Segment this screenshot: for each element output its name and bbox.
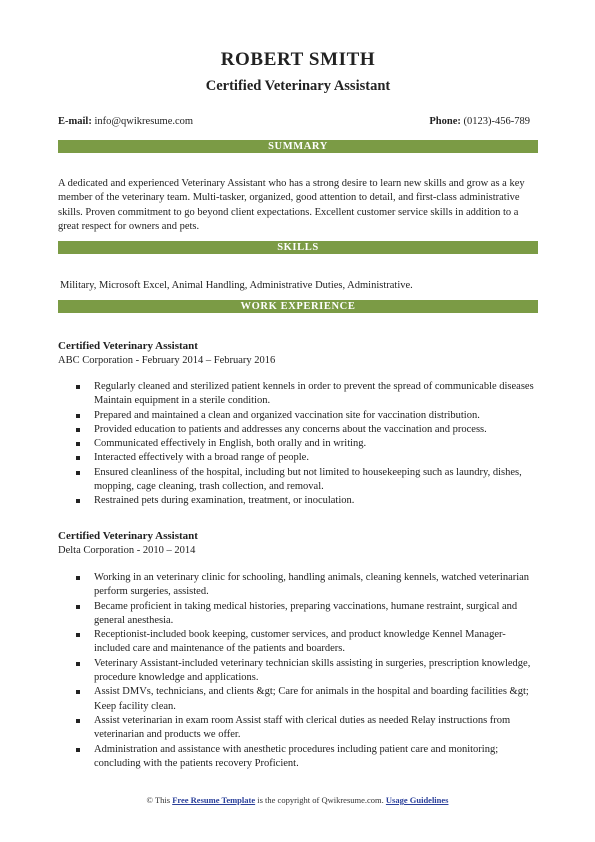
list-item: Working in an veterinary clinic for schooling, handling animals, cleaning kennels, watched veterinarian perform surgeries, assisted. — [58, 571, 538, 600]
list-item: Became proficient in taking medical histories, preparing vaccinations, humane restraint, surgical and general anesthesia. — [58, 600, 538, 629]
footer-prefix: © This — [146, 795, 173, 805]
phone-value: (0123)-456-789 — [463, 116, 530, 127]
job-2-bullets — [58, 571, 538, 771]
list-item: Prepared and maintained a clean and organized vaccination site for vaccination distribution. — [58, 409, 538, 423]
candidate-title: Certified Veterinary Assistant — [205, 78, 391, 94]
skills-heading: SKILLS — [58, 241, 538, 254]
skills-text: Military, Microsoft Excel, Animal Handling, Administrative Duties, Administrative. — [60, 280, 413, 291]
phone-block — [429, 116, 530, 127]
list-item: Assist DMVs, technicians, and clients &gt; Care for animals in the hospital and boarding facilities &gt; Keep facility clean. — [58, 685, 538, 714]
list-item: Communicated effectively in English, both orally and in writing. — [58, 437, 538, 451]
email-value[interactable]: info@qwikresume.com — [94, 116, 194, 127]
summary-text: A dedicated and experienced Veterinary Assistant who has a strong desire to learn new skills and grow as a key member of the veterinary team. Multi-tasker, organized, good attention to detail, and first-class administrative skills. Proven commitment to go beyond client expectations. Excellent customer service skills in addition to a great respect for owners and pets. — [58, 178, 525, 232]
list-item: Ensured cleanliness of the hospital, including but not limited to housekeeping such as laundry, dishes, mopping, cage cleaning, trash collection, and removal. — [58, 466, 538, 495]
footer-middle: is the copyright of Qwikresume.com. — [255, 795, 386, 805]
summary-heading: SUMMARY — [58, 140, 538, 153]
list-item: Interacted effectively with a broad range of people. — [58, 451, 538, 465]
email-block — [58, 116, 193, 127]
job-2-company: Delta Corporation - 2010 – 2014 — [58, 545, 196, 556]
list-item: Regularly cleaned and sterilized patient kennels in order to prevent the spread of communicable diseases Maintain equipment in a sterile condition. — [58, 380, 538, 409]
list-item: Provided education to patients and addresses any concerns about the vaccination and process. — [58, 423, 538, 437]
list-item: Veterinary Assistant-included veterinary technician skills assisting in surgeries, prescription knowledge, procedure knowledge and applications. — [58, 657, 538, 686]
list-item: Receptionist-included book keeping, customer services, and product knowledge Kennel Manager-included care and maintenance of the patients and boarders. — [58, 628, 538, 657]
email-label: E-mail: — [58, 116, 92, 127]
phone-label: Phone: — [429, 116, 461, 127]
job-1-company: ABC Corporation - February 2014 – February 2016 — [58, 355, 276, 366]
job-1-bullets — [58, 380, 538, 509]
list-item: Administration and assistance with anesthetic procedures including patient care and monitoring; concluding with the patients recovery Proficient. — [58, 743, 538, 772]
job-1-title: Certified Veterinary Assistant — [58, 340, 198, 352]
list-item: Restrained pets during examination, treatment, or inoculation. — [58, 494, 538, 508]
list-item: Assist veterinarian in exam room Assist staff with clerical duties as needed Relay instructions from veterinarian and products we offer. — [58, 714, 538, 743]
job-2-title: Certified Veterinary Assistant — [58, 530, 198, 542]
candidate-name: ROBERT SMITH — [220, 49, 376, 70]
copyright-footer — [0, 795, 595, 805]
work-experience-heading: WORK EXPERIENCE — [58, 300, 538, 313]
free-resume-template-link[interactable]: Free Resume Template — [172, 795, 256, 805]
usage-guidelines-link[interactable]: Usage Guidelines — [385, 795, 449, 805]
